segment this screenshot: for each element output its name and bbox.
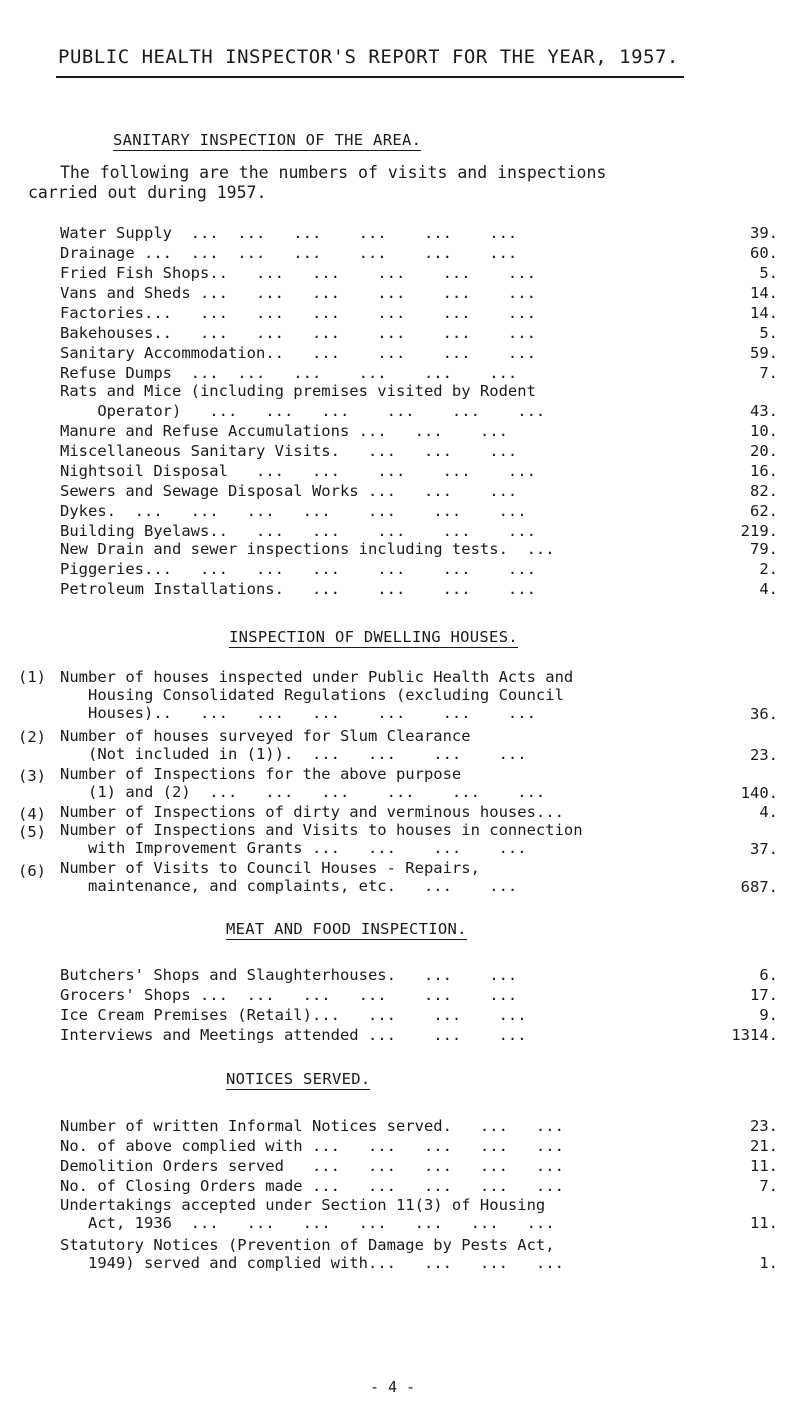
dwelling-heading: INSPECTION OF DWELLING HOUSES. bbox=[229, 628, 518, 646]
list-item: Water Supply ... ... ... ... ... ... 39. bbox=[60, 224, 778, 242]
list-item: Miscellaneous Sanitary Visits. ... ... ... 20. bbox=[60, 442, 778, 460]
list-item: Dykes. ... ... ... ... ... ... ... 62. bbox=[60, 502, 778, 520]
list-item: Vans and Sheds ... ... ... ... ... ... 14. bbox=[60, 284, 778, 302]
list-item: Factories... ... ... ... ... ... ... 14. bbox=[60, 304, 778, 322]
sanitary-intro-line1: The following are the numbers of visits and inspections bbox=[60, 163, 607, 182]
title-rule bbox=[56, 76, 684, 78]
list-item: Manure and Refuse Accumulations ... ... ... 10. bbox=[60, 422, 778, 440]
report-title: PUBLIC HEALTH INSPECTOR'S REPORT FOR THE YEAR, 1957. bbox=[58, 46, 679, 68]
list-item: Piggeries... ... ... ... ... ... ... 2. bbox=[60, 560, 778, 578]
notices-heading: NOTICES SERVED. bbox=[226, 1070, 371, 1088]
sanitary-intro-line2: carried out during 1957. bbox=[28, 183, 267, 202]
list-item: Building Byelaws.. ... ... ... ... ... 219. bbox=[60, 522, 778, 540]
list-item: Nightsoil Disposal ... ... ... ... ... 16. bbox=[60, 462, 778, 480]
list-item: Petroleum Installations. ... ... ... ... 4. bbox=[60, 580, 778, 598]
list-item: New Drain and sewer inspections including tests. ... 79. bbox=[60, 540, 778, 558]
page-number: - 4 - bbox=[370, 1378, 416, 1396]
list-item: Sewers and Sewage Disposal Works ... ... ... 82. bbox=[60, 482, 778, 500]
list-item: Refuse Dumps ... ... ... ... ... ... 7. bbox=[60, 364, 778, 382]
list-item: Bakehouses.. ... ... ... ... ... ... 5. bbox=[60, 324, 778, 342]
sanitary-heading: SANITARY INSPECTION OF THE AREA. bbox=[113, 131, 422, 149]
list-item: Interviews and Meetings attended ... ... ... 1314. bbox=[60, 1026, 778, 1044]
meat-heading: MEAT AND FOOD INSPECTION. bbox=[226, 920, 467, 938]
list-item: Operator) ... ... ... ... ... ... 43. bbox=[60, 402, 778, 420]
list-item: Rats and Mice (including premises visited by Rodent bbox=[60, 382, 536, 400]
list-item: Drainage ... ... ... ... ... ... ... 60. bbox=[60, 244, 778, 262]
list-item: Ice Cream Premises (Retail)... ... ... ... 9. bbox=[60, 1006, 778, 1024]
list-item: Fried Fish Shops.. ... ... ... ... ... 5. bbox=[60, 264, 778, 282]
list-item: Sanitary Accommodation.. ... ... ... ... 59. bbox=[60, 344, 778, 362]
list-item: Butchers' Shops and Slaughterhouses. ... ... 6. bbox=[60, 966, 778, 984]
list-item: Grocers' Shops ... ... ... ... ... ... 17. bbox=[60, 986, 778, 1004]
